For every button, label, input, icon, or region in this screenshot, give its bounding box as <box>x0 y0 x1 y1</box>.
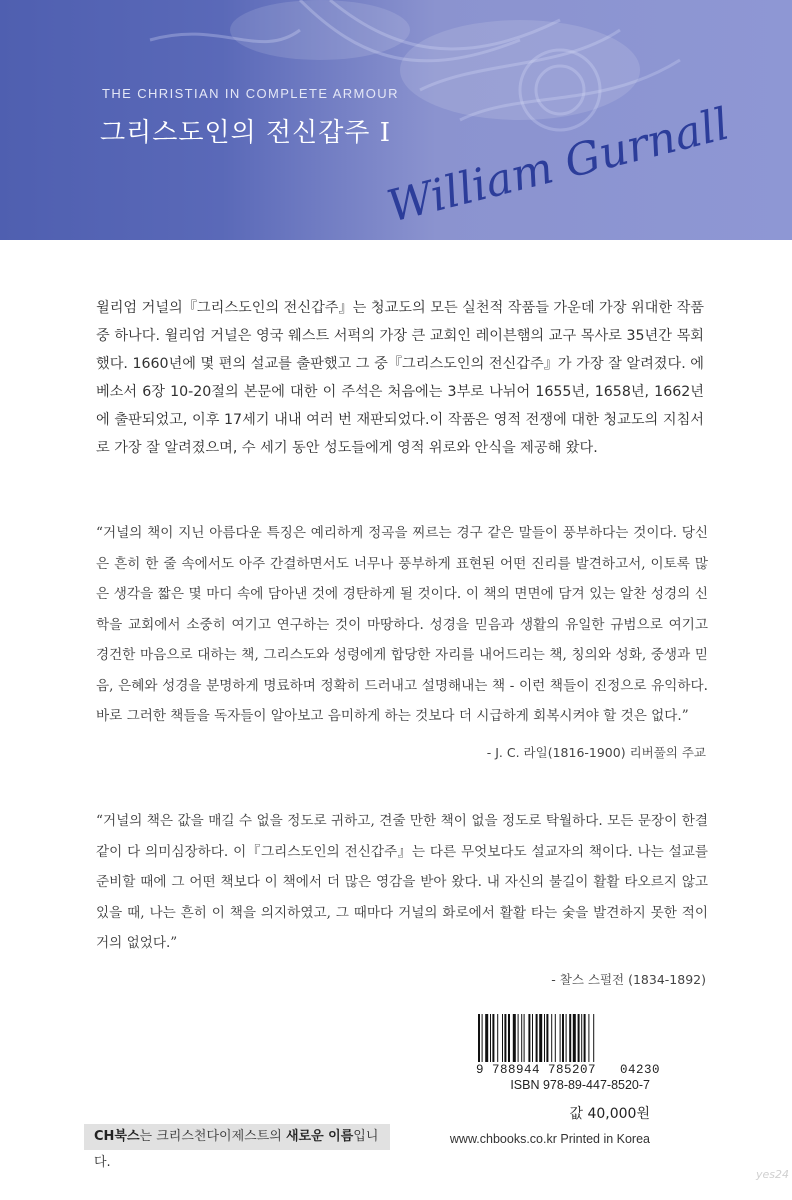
price: 값 40,000원 <box>569 1106 650 1122</box>
barcode-bar <box>504 1014 506 1062</box>
barcode-bar <box>508 1014 510 1062</box>
book-title: 그리스도인의 전신갑주 I <box>100 118 391 148</box>
barcode-bar <box>555 1014 556 1062</box>
barcode-bar <box>524 1014 525 1062</box>
barcode-bar <box>584 1014 586 1062</box>
barcode-bar <box>478 1014 480 1062</box>
barcode-bar <box>492 1014 494 1062</box>
barcode-bar <box>578 1014 580 1062</box>
barcode-bar <box>518 1014 519 1062</box>
quote-ryle-attribution: - J. C. 라일(1816-1900) 리버풀의 주교 <box>486 745 706 760</box>
publisher-highlight: 새로운 이름 <box>285 1129 354 1144</box>
publisher-suffix: 입니다. <box>94 1129 379 1170</box>
watermark: yes24 <box>756 1168 790 1181</box>
barcode-bar <box>513 1014 516 1062</box>
barcode-bar <box>569 1014 571 1062</box>
barcode-bar <box>560 1014 561 1062</box>
barcode-bar <box>497 1014 498 1062</box>
barcode-bar <box>532 1014 533 1062</box>
barcode-bar <box>573 1014 576 1062</box>
isbn: ISBN 978-89-447-8520-7 <box>510 1078 650 1092</box>
barcode-bar <box>546 1014 548 1062</box>
publisher-note <box>84 1124 390 1170</box>
barcode-bar <box>539 1014 542 1062</box>
author-signature <box>0 0 792 240</box>
barcode-bar <box>528 1014 530 1062</box>
barcode-bar <box>551 1014 552 1062</box>
series-title: THE CHRISTIAN IN COMPLETE ARMOUR <box>102 86 399 101</box>
barcode-bar <box>482 1014 483 1062</box>
barcode-bar <box>562 1014 564 1062</box>
quote-ryle: “거널의 책이 지닌 아름다운 특징은 예리하게 정곡을 찌르는 경구 같은 말들이 풍부하다는 것이다. 당신은 흔히 한 줄 속에서도 아주 간결하면서도 너무나 풍부하게 표현된 어떤 진리를 발견하고서, 이토록 많은 생각을 짧은 몇 마디 속에 담아낸 것에 경탄하게 될 것이다. 이 책의 면면에 담겨 있는 알찬 성경의 신학을 교회에서 소중히 여기고 연구하는 것이 마땅하다. 성경을 믿음과 생활의 유일한 규범으로 여기고 경건한 마음으로 대하는 책, 그리스도와 성령에게 합당한 자리를 내어드리는 책, 칭의와 성화, 중생과 믿음, 은혜와 성경을 분명하게 명료하며 정확히 드러내고 설명해내는 책 - 이런 책들이 진정으로 유익하다. 바로 그러한 책들을 독자들이 알아보고 음미하게 하는 것보다 더 시급하게 회복시켜야 할 것은 없다.” <box>96 525 708 724</box>
barcode-bar <box>502 1014 503 1062</box>
barcode-bar <box>485 1014 488 1062</box>
publisher-name: CH북스 <box>94 1129 140 1144</box>
barcode-bar <box>581 1014 582 1062</box>
barcode-bar <box>490 1014 491 1062</box>
barcode-block <box>476 1014 661 1077</box>
quote-spurgeon: “거널의 책은 값을 매길 수 없을 정도로 귀하고, 견줄 만한 책이 없을 정도로 탁월하다. 모든 문장이 한결같이 다 의미심장하다. 이『그리스도인의 전신갑주』는 다른 무엇보다도 설교자의 책이다. 나는 설교를 준비할 때에 그 어떤 책보다 이 책에서 더 많은 영감을 받아 왔다. 내 자신의 불길이 활활 타오르지 않고 있을 때, 나는 흔히 이 책을 의지하였고, 그 때마다 거널의 화로에서 활활 타는 숯을 발견하지 못한 적이 거의 없었다.” <box>96 813 708 951</box>
cover-banner <box>0 0 792 240</box>
barcode-bar <box>566 1014 567 1062</box>
barcode-bar <box>521 1014 522 1062</box>
quote-spurgeon-attribution: - 찰스 스펄전 (1834-1892) <box>551 972 706 987</box>
barcode-bar <box>588 1014 589 1062</box>
barcode-bar <box>536 1014 538 1062</box>
barcode-bar <box>593 1014 594 1062</box>
barcode-digits: 9 788944 785207 04230 <box>476 1063 661 1077</box>
signature-text: William Gurnall <box>382 98 735 233</box>
publisher-text: 는 크리스천다이제스트의 <box>139 1129 286 1144</box>
barcode-bar <box>544 1014 545 1062</box>
book-introduction: 윌리엄 거널의『그리스도인의 전신갑주』는 청교도의 모든 실천적 작품들 가운데 가장 위대한 작품 중 하나다. 윌리엄 거널은 영국 웨스트 서퍽의 가장 큰 교회인 레이븐햄의 교구 목사로 35년간 목회했다. 1660년에 몇 편의 설교를 출판했고 그 중『그리스도인의 전신갑주』가 가장 잘 알려졌다. 에베소서 6장 10-20절의 본문에 대한 이 주석은 처음에는 3부로 나뉘어 1655년, 1658년, 1662년에 출판되었고, 이후 17세기 내내 여러 번 재판되었다.이 작품은 영적 전쟁에 대한 청교도의 지침서로 가장 잘 알려졌으며, 수 세기 동안 성도들에게 영적 위로와 안식을 제공해 왔다. <box>96 300 704 456</box>
website: www.chbooks.co.kr Printed in Korea <box>449 1132 650 1146</box>
barcode-image <box>476 1014 646 1062</box>
